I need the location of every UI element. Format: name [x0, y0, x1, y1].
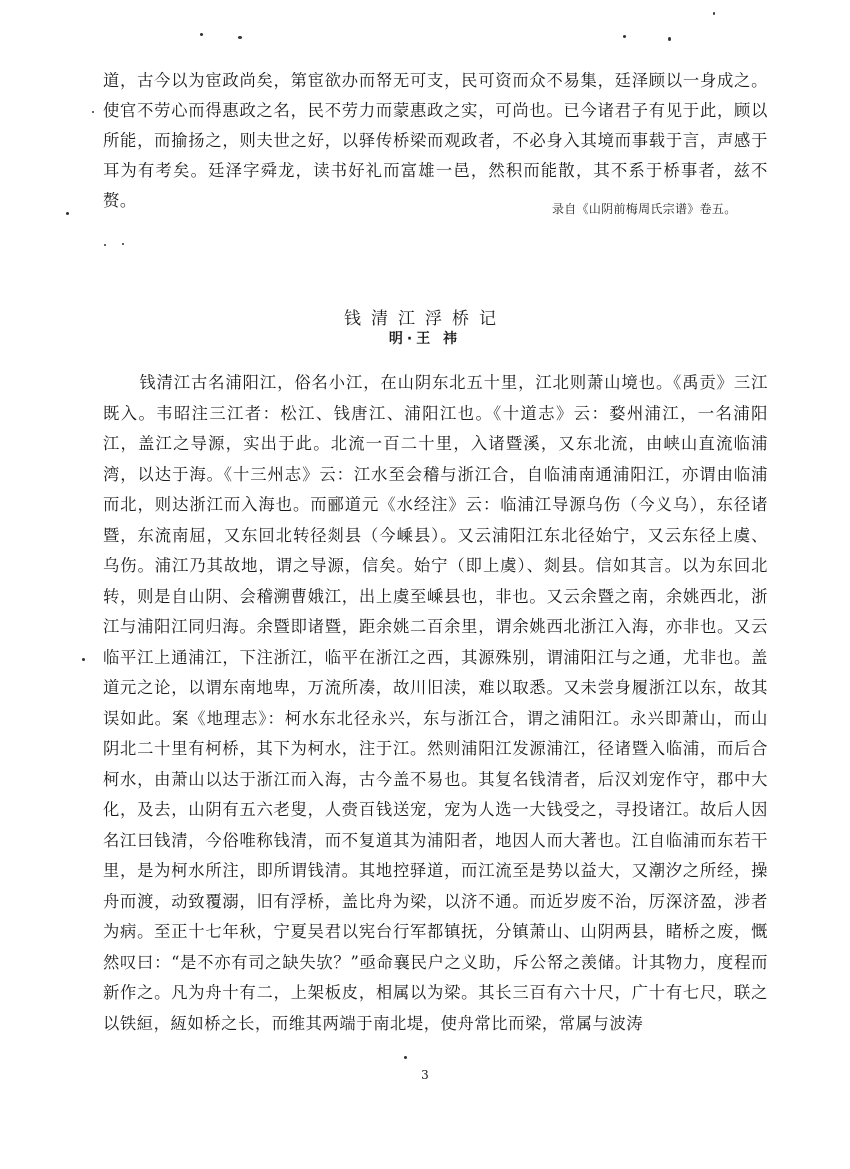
article-body-text: 钱清江古名浦阳江，俗名小江，在山阴东北五十里，江北则萧山境也。《禹贡》三江既入。韦昭注三江者：松江、钱唐江、浦阳江也。《十道志》云：婺州浦江，一名浦阳江，盖江之导源，实出于此。北流一百二十里，入诸暨溪，又东北流，由峡山直流临浦湾，以达于海。《十三州志》云：江水至会稽与浙江合，自临浦南通浦阳江，亦谓由临浦而北，则达浙江而入海也。而郦道元《水经注》云：临浦江导源乌伤（今义乌），东径诸暨，东流南屈，又东回北转径剡县（今嵊县）。又云浦阳江东北径始宁，又云东径上虞、乌伤。浦江乃其故地，谓之导源，信矣。始宁（即上虞）、剡县。信如其言。以为东回北转，则是自山阴、会稽溯曹娥江，出上虞至嵊县也，非也。又云余暨之南，余姚西北，浙江与浦阳江同归海。余暨即诸暨，距余姚二百余里，谓余姚西北浙江入海，亦非也。又云临平江上通浦江，下注浙江，临平在浙江之西，其源殊别，谓浦阳江与之通，尤非也。盖道元之论，以谓东南地卑，万流所凑，故川旧渎，难以取悉。又未尝身履浙江以东，故其误如此。案《地理志》：柯水东北径永兴，东与浙江合，谓之浦阳江。永兴即萧山，而山阴北二十里有柯桥，其下为柯水，注于江。然则浦阳江发源浦江，径诸暨入临浦，而后合柯水，由萧山以达于浙江而入海，古今盖不易也。其复名钱清者，后汉刘宠作守，郡中大化，及去，山阴有五六老叟，人赍百钱送宠，宠为人选一大钱受之，寻投诸江。故后人因名江曰钱清，今俗唯称钱清，而不复道其为浦阳者，地因人而大著也。江自临浦而东若干里，是为柯水所注，即所谓钱清。其地控驿道，而江流至是势以益大，又潮汐之所经，操舟而渡，动致覆溺，旧有浮桥，盖比舟为梁，以济不通。而近岁废不治，厉深济盈，涉者为病。至正十七年秋，宁夏吴君以宪台行军都镇抚，分镇萧山、山阴两县，睹桥之废，慨然叹曰：“是不亦有司之缺失欤？”亟命襄民户之义助，斥公帑之羡储。计其物力，度程而新作之。凡为舟十有二，上架板皮，相属以为梁。其长三百有六十尺，广十有七尺，联之以铁絙，絚如桥之长，而维其两端于南北堤，使舟常比而梁，常属与波涛 — [103, 373, 768, 1033]
article-title: 钱清江浮桥记 — [344, 309, 506, 330]
article-body — [103, 368, 768, 1039]
page-number: 3 — [421, 1068, 429, 1082]
previous-section-text: 道，古今以为宦政尚矣，第宦欲办而帑无可支，民可资而众不易集，廷泽顾以一身成之。使官不劳心而得惠政之名，民不劳力而蒙惠政之实，可尚也。已今诸君子有见于此，顾以所能，而揄扬之，则夫世之好，以驿传桥梁而观政者，不必身入其境而事载于言，声感于耳为有考矣。廷泽字舜龙，读书好礼而富雄一邑，然积而能散，其不系于桥事者，兹不赘。 — [103, 71, 768, 210]
article-author: 明·王 祎 — [388, 331, 462, 347]
source-note: 录自《山阴前梅周氏宗谱》卷五。 — [552, 202, 737, 216]
